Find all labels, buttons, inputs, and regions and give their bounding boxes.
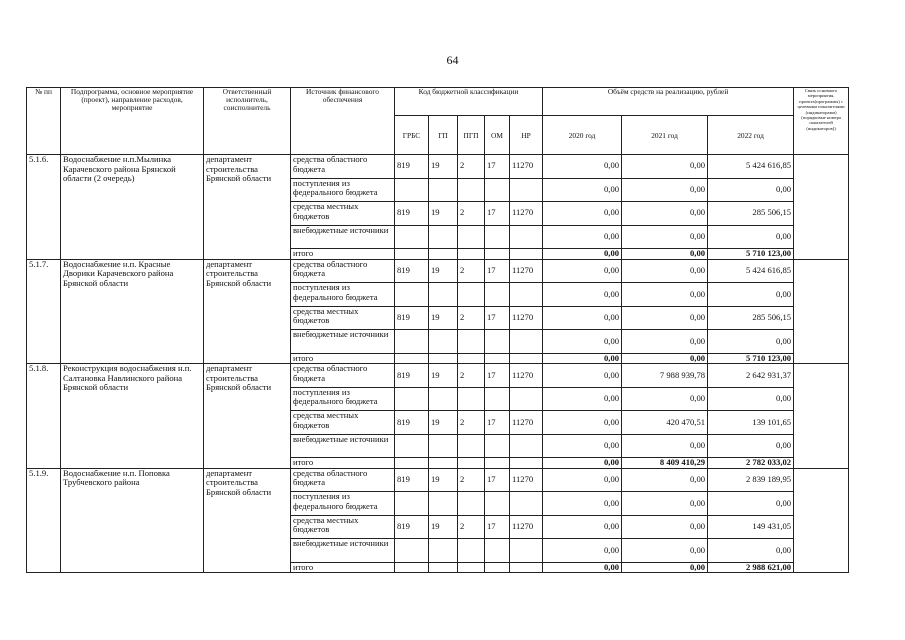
amount-2021: 0,00 <box>622 539 708 563</box>
code-om: 17 <box>485 411 510 435</box>
code-pgp: 2 <box>458 202 485 226</box>
code-gp <box>429 539 458 563</box>
funding-source: внебюджетные источники <box>291 434 395 458</box>
total-2021: 0,00 <box>622 562 708 573</box>
code-om <box>485 225 510 249</box>
code-np: 11270 <box>510 306 543 330</box>
amount-2020: 0,00 <box>543 259 622 283</box>
total-2021: 0,00 <box>622 353 708 364</box>
total-label: итого <box>291 562 395 573</box>
code-om: 17 <box>485 155 510 179</box>
header-volume: Объём средств на реализацию, рублей <box>543 88 794 116</box>
code-np: 11270 <box>510 202 543 226</box>
code-empty <box>485 458 510 469</box>
code-om: 17 <box>485 259 510 283</box>
funding-source: средства местных бюджетов <box>291 306 395 330</box>
header-pgp: ПГП <box>458 116 485 155</box>
funding-source: средства областного бюджета <box>291 468 395 492</box>
total-2022: 2 988 621,00 <box>708 562 794 573</box>
code-grbs: 819 <box>395 155 429 179</box>
table-row <box>27 364 849 388</box>
amount-2022: 139 101,65 <box>708 411 794 435</box>
funding-source: средства областного бюджета <box>291 259 395 283</box>
code-empty <box>429 249 458 260</box>
code-grbs <box>395 283 429 307</box>
funding-source: поступления из федерального бюджета <box>291 387 395 411</box>
amount-2021: 0,00 <box>622 387 708 411</box>
amount-2022: 285 506,15 <box>708 306 794 330</box>
code-empty <box>458 353 485 364</box>
code-grbs: 819 <box>395 202 429 226</box>
measure-name: Водоснабжение н.п.Мылинка Карачевского района Брянской области (2 очередь) <box>61 155 204 260</box>
amount-2020: 0,00 <box>543 434 622 458</box>
funding-source: поступления из федерального бюджета <box>291 283 395 307</box>
code-grbs <box>395 539 429 563</box>
code-gp: 19 <box>429 468 458 492</box>
amount-2020: 0,00 <box>543 411 622 435</box>
funding-source: средства областного бюджета <box>291 364 395 388</box>
code-pgp: 2 <box>458 306 485 330</box>
code-np <box>510 225 543 249</box>
code-om: 17 <box>485 202 510 226</box>
header-2022: 2022 год <box>708 116 794 155</box>
amount-2021: 7 988 939,78 <box>622 364 708 388</box>
total-label: итого <box>291 458 395 469</box>
amount-2020: 0,00 <box>543 283 622 307</box>
amount-2021: 0,00 <box>622 515 708 539</box>
funding-source: внебюджетные источники <box>291 225 395 249</box>
amount-2021: 0,00 <box>622 434 708 458</box>
amount-2022: 0,00 <box>708 539 794 563</box>
code-empty <box>395 458 429 469</box>
code-empty <box>429 562 458 573</box>
amount-2021: 0,00 <box>622 178 708 202</box>
code-empty <box>510 562 543 573</box>
code-np: 11270 <box>510 468 543 492</box>
measure-name: Водоснабжение н.п. Красные Дворики Карачевского района Брянской области <box>61 259 204 364</box>
code-empty <box>395 249 429 260</box>
code-pgp <box>458 387 485 411</box>
funding-source: средства местных бюджетов <box>291 411 395 435</box>
code-gp <box>429 492 458 516</box>
code-gp <box>429 283 458 307</box>
responsible-executor: департамент строительства Брянской области <box>204 259 291 364</box>
code-grbs <box>395 178 429 202</box>
amount-2020: 0,00 <box>543 225 622 249</box>
budget-table <box>26 87 849 573</box>
amount-2021: 420 470,51 <box>622 411 708 435</box>
funding-source: поступления из федерального бюджета <box>291 492 395 516</box>
funding-source: поступления из федерального бюджета <box>291 178 395 202</box>
responsible-executor: департамент строительства Брянской области <box>204 155 291 260</box>
code-pgp: 2 <box>458 259 485 283</box>
amount-2022: 285 506,15 <box>708 202 794 226</box>
code-pgp <box>458 178 485 202</box>
code-om <box>485 434 510 458</box>
code-pgp <box>458 330 485 354</box>
code-grbs <box>395 330 429 354</box>
code-pgp: 2 <box>458 515 485 539</box>
page-number: 64 <box>446 53 459 67</box>
total-2021: 0,00 <box>622 249 708 260</box>
code-om <box>485 492 510 516</box>
total-2022: 2 782 033,02 <box>708 458 794 469</box>
table-body <box>27 155 849 573</box>
total-2022: 5 710 123,00 <box>708 353 794 364</box>
total-2021: 8 409 410,29 <box>622 458 708 469</box>
amount-2021: 0,00 <box>622 330 708 354</box>
code-empty <box>458 458 485 469</box>
amount-2021: 0,00 <box>622 155 708 179</box>
code-pgp <box>458 539 485 563</box>
code-om <box>485 330 510 354</box>
amount-2021: 0,00 <box>622 202 708 226</box>
code-empty <box>395 353 429 364</box>
code-pgp <box>458 283 485 307</box>
header-om: ОМ <box>485 116 510 155</box>
header-number: № пп <box>27 88 61 155</box>
code-gp: 19 <box>429 515 458 539</box>
amount-2021: 0,00 <box>622 468 708 492</box>
amount-2020: 0,00 <box>543 387 622 411</box>
code-om: 17 <box>485 364 510 388</box>
code-om <box>485 283 510 307</box>
table-row <box>27 259 849 283</box>
header-2021: 2021 год <box>622 116 708 155</box>
amount-2020: 0,00 <box>543 330 622 354</box>
code-np <box>510 387 543 411</box>
code-empty <box>429 458 458 469</box>
code-pgp <box>458 492 485 516</box>
code-pgp: 2 <box>458 468 485 492</box>
code-gp: 19 <box>429 364 458 388</box>
amount-2022: 2 642 931,37 <box>708 364 794 388</box>
amount-2022: 0,00 <box>708 330 794 354</box>
amount-2020: 0,00 <box>543 155 622 179</box>
code-np: 11270 <box>510 515 543 539</box>
funding-source: средства местных бюджетов <box>291 202 395 226</box>
header-np: НР <box>510 116 543 155</box>
code-empty <box>429 353 458 364</box>
amount-2020: 0,00 <box>543 515 622 539</box>
code-np <box>510 178 543 202</box>
code-pgp: 2 <box>458 364 485 388</box>
amount-2022: 2 839 189,95 <box>708 468 794 492</box>
code-om <box>485 178 510 202</box>
header-program: Подпрограмма, основное мероприятие (проект), направление расходов, мероприятие <box>61 88 204 155</box>
amount-2022: 0,00 <box>708 434 794 458</box>
amount-2020: 0,00 <box>543 306 622 330</box>
code-om <box>485 539 510 563</box>
measure-name: Водоснабжение н.п. Поповка Трубчевского района <box>61 468 204 573</box>
code-grbs: 819 <box>395 468 429 492</box>
code-empty <box>485 353 510 364</box>
code-gp <box>429 225 458 249</box>
amount-2020: 0,00 <box>543 178 622 202</box>
header-responsible: Ответственный исполнитель, соисполнитель <box>204 88 291 155</box>
total-2020: 0,00 <box>543 562 622 573</box>
measure-number: 5.1.8. <box>27 364 61 469</box>
code-grbs: 819 <box>395 411 429 435</box>
code-np <box>510 330 543 354</box>
funding-source: средства областного бюджета <box>291 155 395 179</box>
code-np <box>510 434 543 458</box>
amount-2022: 0,00 <box>708 492 794 516</box>
amount-2021: 0,00 <box>622 306 708 330</box>
funding-source: внебюджетные источники <box>291 539 395 563</box>
code-np: 11270 <box>510 364 543 388</box>
amount-2022: 5 424 616,85 <box>708 259 794 283</box>
measure-number: 5.1.7. <box>27 259 61 364</box>
table-header <box>27 88 849 155</box>
total-2020: 0,00 <box>543 353 622 364</box>
amount-2020: 0,00 <box>543 492 622 516</box>
funding-source: внебюджетные источники <box>291 330 395 354</box>
funding-source: средства местных бюджетов <box>291 515 395 539</box>
code-np: 11270 <box>510 411 543 435</box>
code-grbs <box>395 225 429 249</box>
code-grbs: 819 <box>395 364 429 388</box>
code-empty <box>510 249 543 260</box>
code-gp: 19 <box>429 306 458 330</box>
amount-2022: 0,00 <box>708 225 794 249</box>
total-2022: 5 710 123,00 <box>708 249 794 260</box>
code-grbs <box>395 492 429 516</box>
responsible-executor: департамент строительства Брянской области <box>204 364 291 469</box>
amount-2022: 5 424 616,85 <box>708 155 794 179</box>
total-label: итого <box>291 353 395 364</box>
indicator-link <box>794 468 849 573</box>
amount-2020: 0,00 <box>543 539 622 563</box>
measure-number: 5.1.6. <box>27 155 61 260</box>
code-gp <box>429 434 458 458</box>
code-empty <box>485 562 510 573</box>
code-np <box>510 492 543 516</box>
code-np: 11270 <box>510 155 543 179</box>
indicator-link <box>794 155 849 260</box>
amount-2020: 0,00 <box>543 202 622 226</box>
amount-2022: 0,00 <box>708 283 794 307</box>
header-source: Источник финансового обеспечения <box>291 88 395 155</box>
amount-2021: 0,00 <box>622 259 708 283</box>
header-gp: ГП <box>429 116 458 155</box>
code-pgp <box>458 434 485 458</box>
code-empty <box>458 562 485 573</box>
code-om: 17 <box>485 515 510 539</box>
amount-2022: 0,00 <box>708 178 794 202</box>
code-grbs <box>395 434 429 458</box>
table-row <box>27 155 849 179</box>
indicator-link <box>794 364 849 469</box>
code-np: 11270 <box>510 259 543 283</box>
code-empty <box>510 458 543 469</box>
measure-number: 5.1.9. <box>27 468 61 573</box>
code-pgp <box>458 225 485 249</box>
responsible-executor: департамент строительства Брянской области <box>204 468 291 573</box>
code-gp: 19 <box>429 155 458 179</box>
total-label: итого <box>291 249 395 260</box>
header-grbs: ГРБС <box>395 116 429 155</box>
code-grbs: 819 <box>395 306 429 330</box>
code-grbs: 819 <box>395 259 429 283</box>
header-link: Связь основного мероприятия, проекта(программы) с целевыми показателями (индикаторами) (порядковые номера показателей (индикаторов)) <box>794 88 849 155</box>
code-gp: 19 <box>429 411 458 435</box>
code-gp <box>429 330 458 354</box>
code-empty <box>458 249 485 260</box>
code-om <box>485 387 510 411</box>
code-gp <box>429 387 458 411</box>
code-empty <box>510 353 543 364</box>
header-budget-code: Код бюджетной классификации <box>395 88 543 116</box>
amount-2022: 149 431,05 <box>708 515 794 539</box>
amount-2020: 0,00 <box>543 468 622 492</box>
code-np <box>510 283 543 307</box>
code-grbs <box>395 387 429 411</box>
code-gp: 19 <box>429 259 458 283</box>
measure-name: Реконструкция водоснабжения н.п. Салтановка Навлинского района Брянской области <box>61 364 204 469</box>
code-gp: 19 <box>429 202 458 226</box>
code-om: 17 <box>485 306 510 330</box>
code-empty <box>485 249 510 260</box>
amount-2021: 0,00 <box>622 225 708 249</box>
amount-2022: 0,00 <box>708 387 794 411</box>
amount-2020: 0,00 <box>543 364 622 388</box>
code-grbs: 819 <box>395 515 429 539</box>
code-om: 17 <box>485 468 510 492</box>
indicator-link <box>794 259 849 364</box>
total-2020: 0,00 <box>543 458 622 469</box>
code-pgp: 2 <box>458 155 485 179</box>
code-np <box>510 539 543 563</box>
table-row <box>27 468 849 492</box>
code-pgp: 2 <box>458 411 485 435</box>
total-2020: 0,00 <box>543 249 622 260</box>
code-gp <box>429 178 458 202</box>
amount-2021: 0,00 <box>622 283 708 307</box>
amount-2021: 0,00 <box>622 492 708 516</box>
code-empty <box>395 562 429 573</box>
header-2020: 2020 год <box>543 116 622 155</box>
